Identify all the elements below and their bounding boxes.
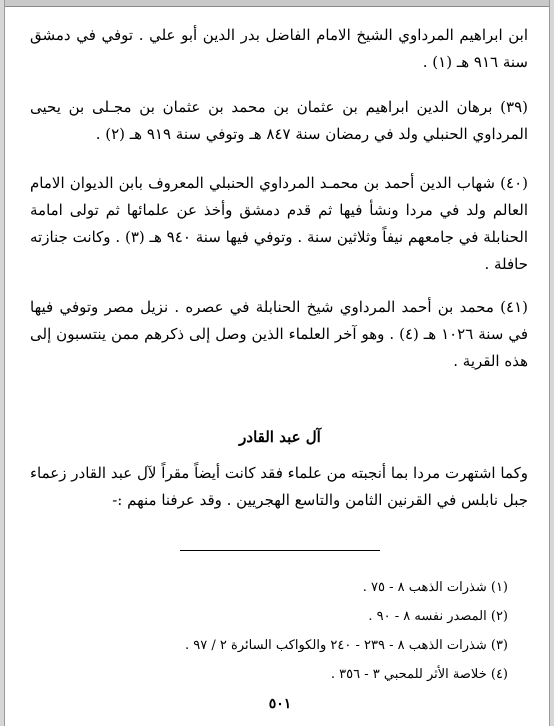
entry-41: (٤١) محمد بن أحمد المرداوي شيخ الحنابلة في عصره . نزيل مصر وتوفي فيها في سنة ١٠٢٦ هـ (٤) . وهو آخر العلماء الذين وصل إلى ذكرهم ممن ينتسبون إلى هذه القرية . [30,298,528,370]
section-intro: وكما اشتهرت مردا بما أنجبته من علماء فقد كانت أيضاً مقراً لآل عبد القادر زعماء جبل نابلس في القرنين الثامن والتاسع الهجريين . وقد عرفنا منهم :- [30,464,528,509]
paragraph-continuation: ابن ابراهيم المرداوي الشيخ الامام الفاضل بدر الدين أبو علي . توفي في دمشق سنة ٩١٦ هـ (١) . [30,26,528,71]
section-heading: آل عبد القادر [239,428,321,446]
book-page [30,12,530,720]
window-left-border [0,0,5,726]
footnote-1: (١) شذرات الذهب ٨ - ٧٥ . [362,580,508,595]
window-top-border [0,0,554,7]
footnote-4: (٤) خلاصة الأثر للمحبي ٣ - ٣٥٦ . [330,667,508,682]
footnote-separator [180,550,380,551]
footnote-3: (٣) شذرات الذهب ٨ - ٢٣٩ - ٢٤٠ والكواكب السائرة ٢ / ٩٧ . [185,638,508,653]
entry-39: (٣٩) برهان الدين ابراهيم بن عثمان بن محمد بن عثمان بن مجـلى بن يحيى المرداوي الحنبلي ولد في رمضان سنة ٨٤٧ هـ وتوفي سنة ٩١٩ هـ (٢) . [30,98,528,143]
entry-40: (٤٠) شهاب الدين أحمد بن محمـد المرداوي الحنبلي المعروف بابن الديوان الامام العالم ولد في مردا ونشأ فيها ثم قدم دمشق وأخذ عن علمائها ثم تولى امامة الحنابلة في جامعهم نيفاً وثلاثين سنة . وتوفي فيها سنة ٩٤٠ هـ (٣) . وكانت جنازته حافلة . [30,174,528,273]
footnote-2: (٢) المصدر نفسه ٨ - ٩٠ . [368,609,508,624]
page-number: ٥٠١ [268,696,292,712]
window-right-border [549,0,554,726]
